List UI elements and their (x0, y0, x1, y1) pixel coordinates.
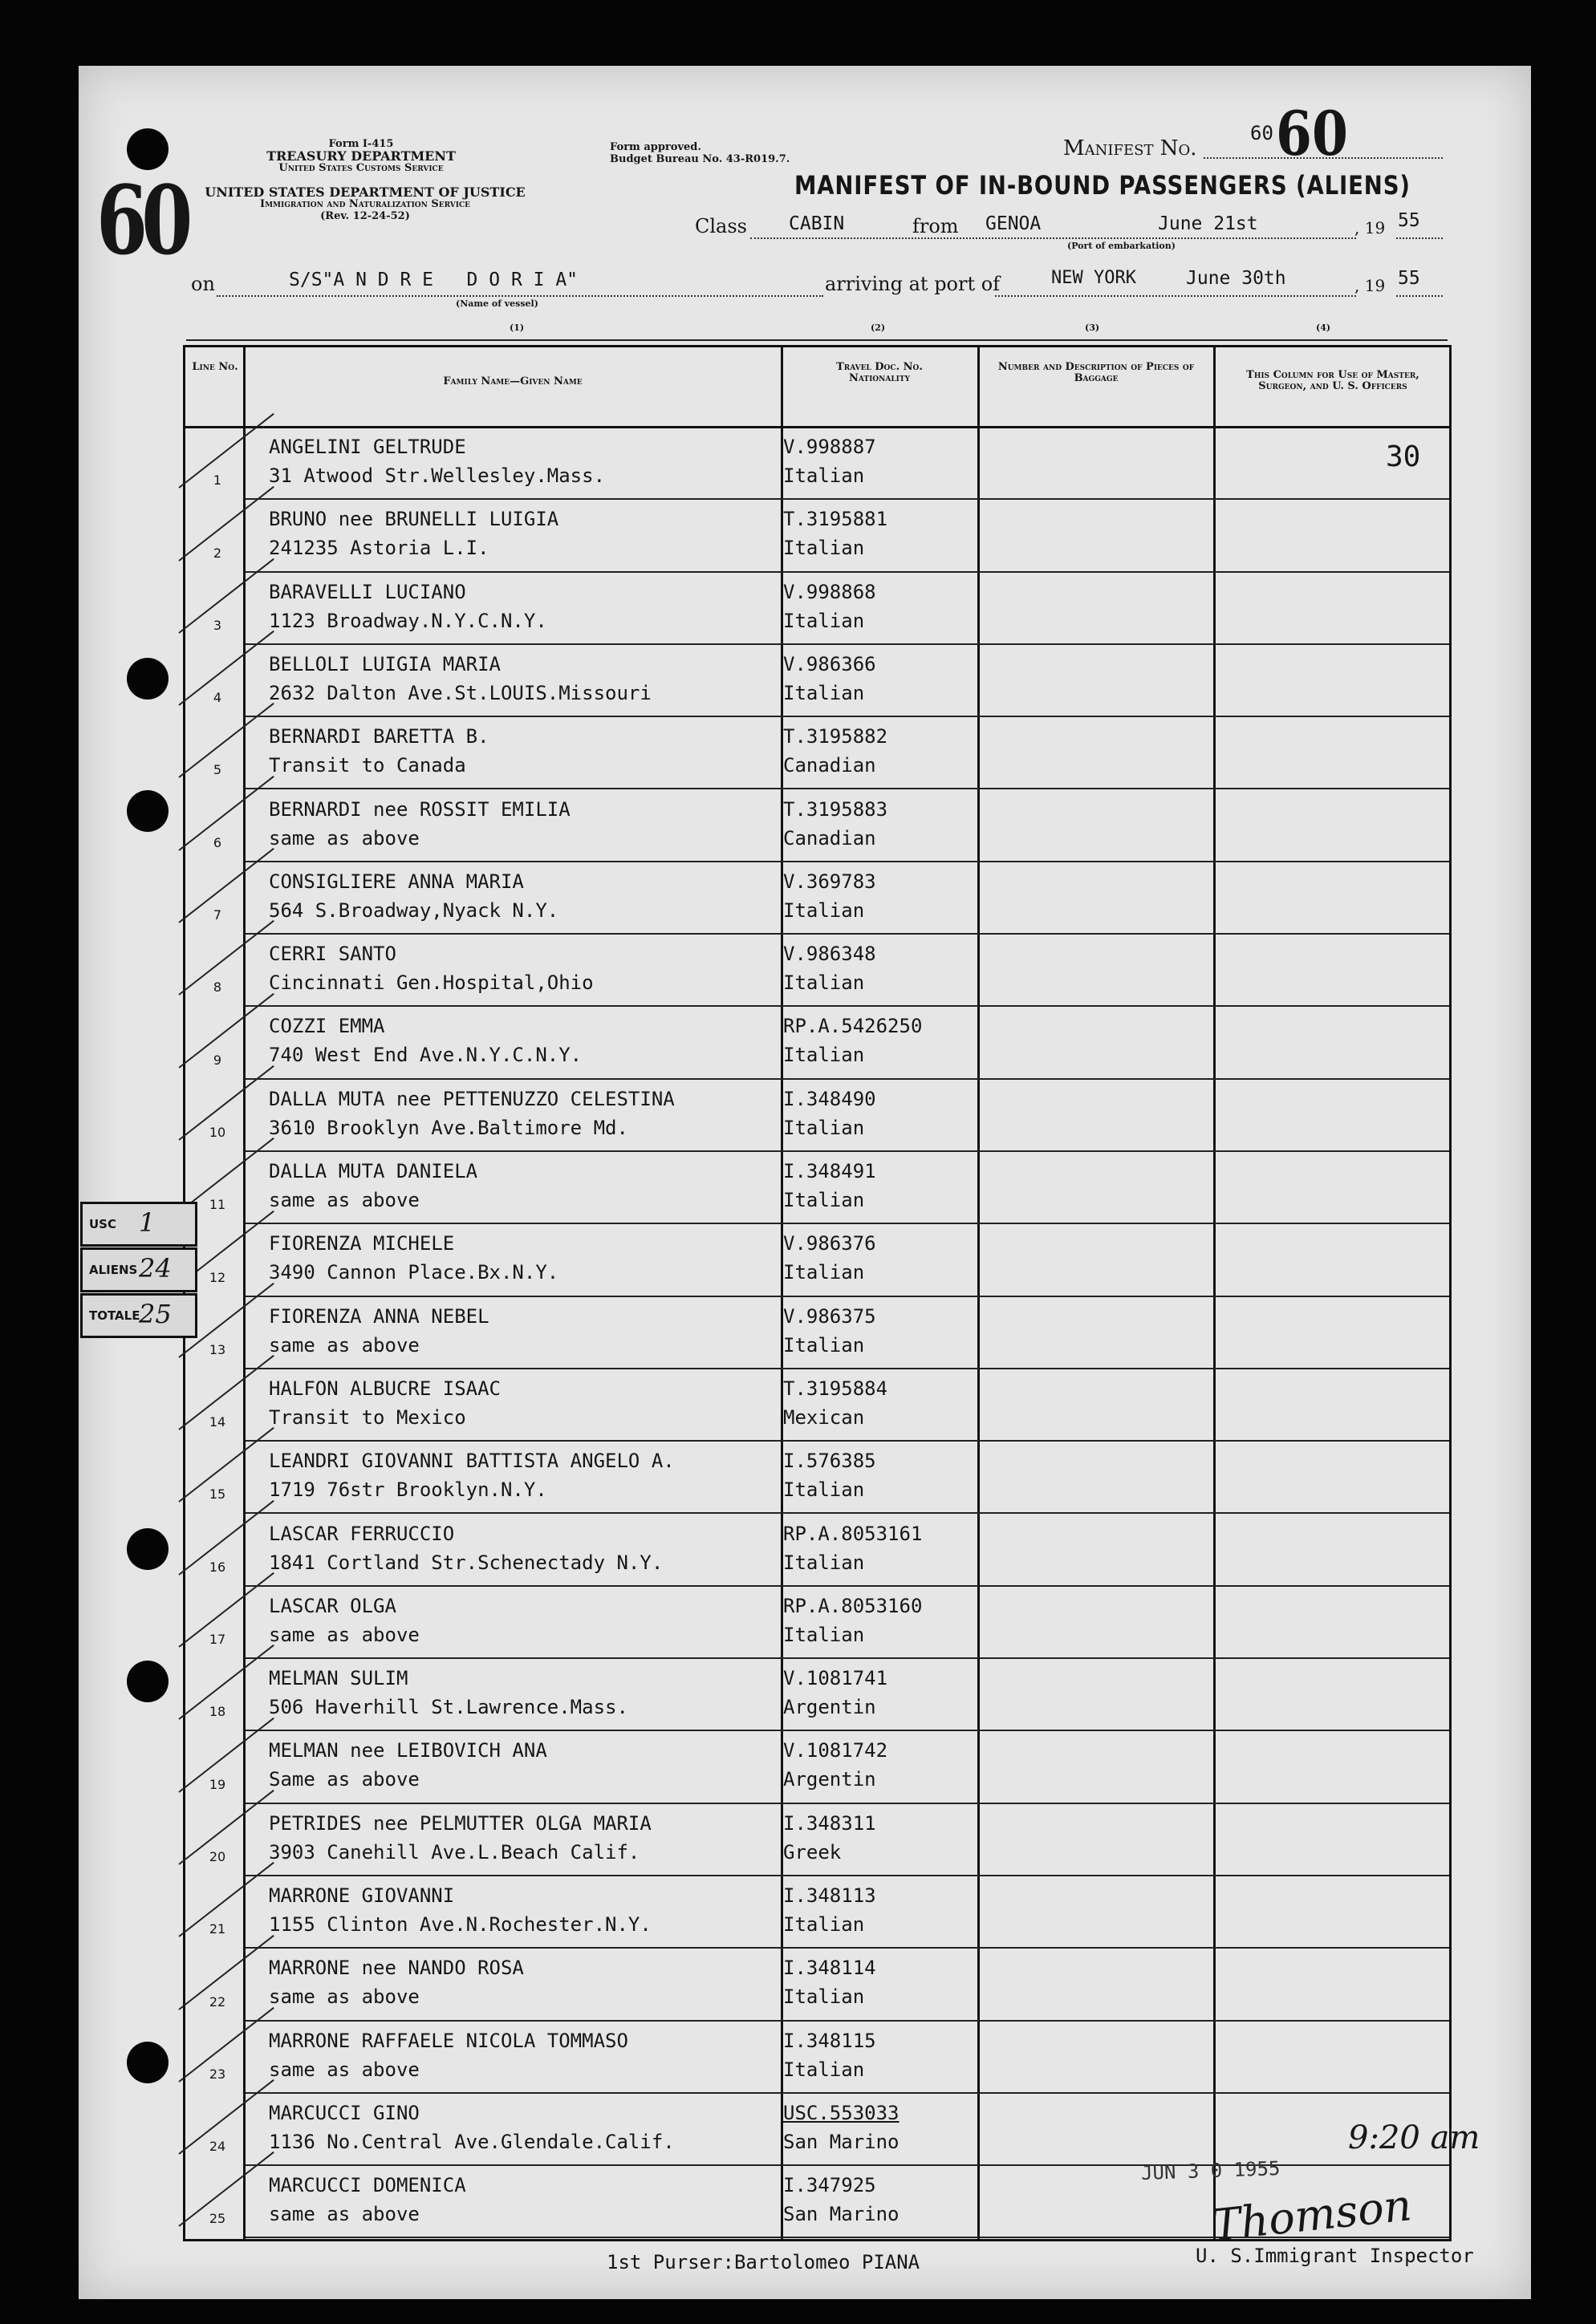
table-row (185, 1007, 1449, 1079)
tally-aliens (80, 1247, 197, 1292)
passenger-name: BARAVELLI LUCIANO (269, 580, 466, 603)
passenger-address: same as above (269, 2203, 420, 2226)
travel-doc-no: V.986366 (783, 652, 876, 675)
table-row (185, 1876, 1449, 1949)
travel-doc-no: I.348113 (783, 1884, 876, 1907)
budget-info (610, 141, 790, 165)
travel-doc-no: I.348311 (783, 1811, 876, 1835)
passenger-address: same as above (269, 1985, 420, 2009)
tally-aliens-value: 24 (139, 1253, 172, 1284)
col-number-3: (3) (1085, 322, 1100, 333)
table-row (185, 1080, 1449, 1152)
departure-date: June 21st (1158, 213, 1258, 234)
travel-doc-no: I.347925 (783, 2174, 876, 2197)
passenger-address: 3610 Brooklyn Ave.Baltimore Md. (269, 1116, 628, 1139)
line-number: 4 (213, 690, 222, 706)
table-row (185, 645, 1449, 717)
table-row (185, 1152, 1449, 1224)
passenger-address: 1123 Broadway.N.Y.C.N.Y. (269, 609, 547, 632)
class-label: Class (695, 215, 747, 237)
revision: (Rev. 12-24-52) (320, 210, 410, 222)
year-line-2 (1396, 295, 1443, 297)
tally-total-label: TOTALE (89, 1308, 140, 1323)
doj-name: UNITED STATES DEPARTMENT OF JUSTICE (205, 185, 526, 200)
col-header-travel-doc: Travel Doc. No. Nationality (836, 361, 923, 384)
nationality: Italian (783, 537, 865, 560)
line-number: 8 (213, 979, 222, 996)
nationality: San Marino (783, 2203, 900, 2226)
line-number: 3 (213, 617, 222, 633)
nationality: San Marino (783, 2130, 900, 2153)
nationality: Italian (783, 1913, 865, 1936)
tally-usc-value: 1 (139, 1207, 156, 1238)
passenger-address: 506 Haverhill St.Lawrence.Mass. (269, 1696, 628, 1719)
travel-doc-no: V.998868 (783, 580, 876, 603)
nationality: Canadian (783, 754, 876, 777)
travel-doc-no: T.3195884 (783, 1377, 888, 1400)
table-row (185, 1804, 1449, 1876)
line-number: 5 (213, 762, 222, 778)
passenger-name: LASCAR OLGA (269, 1594, 396, 1617)
punch-hole (127, 658, 169, 700)
line-number: 12 (209, 1269, 226, 1285)
form-approved: Form approved. (610, 141, 701, 153)
doj-info (181, 186, 550, 222)
customs-service: United States Customs Service (278, 162, 444, 174)
time-note: 9:20 am (1348, 2119, 1480, 2156)
nationality: Italian (783, 1044, 865, 1067)
nationality: Argentin (783, 1768, 876, 1791)
passenger-name: MELMAN nee LEIBOVICH ANA (269, 1739, 547, 1762)
passenger-name: LEANDRI GIOVANNI BATTISTA ANGELO A. (269, 1450, 675, 1473)
passenger-address: 2632 Dalton Ave.St.LOUIS.Missouri (269, 681, 652, 704)
arriving-label: arriving at port of (825, 273, 1001, 295)
line-number: 19 (209, 1776, 226, 1792)
table-row (185, 1731, 1449, 1803)
passenger-name: DALLA MUTA nee PETTENUZZO CELESTINA (269, 1087, 675, 1110)
nationality: Italian (783, 1189, 865, 1211)
passenger-address: 1155 Clinton Ave.N.Rochester.N.Y. (269, 1913, 652, 1936)
year-line-1 (1396, 237, 1443, 239)
passenger-name: DALLA MUTA DANIELA (269, 1160, 478, 1182)
col-number-1: (1) (510, 322, 525, 333)
punch-hole (127, 1528, 169, 1570)
arrival-year: 55 (1398, 268, 1420, 289)
passenger-name: HALFON ALBUCRE ISAAC (269, 1377, 501, 1400)
passenger-name: BRUNO nee BRUNELLI LUIGIA (269, 508, 559, 531)
passenger-address: 564 S.Broadway,Nyack N.Y. (269, 898, 559, 922)
table-row (185, 1224, 1449, 1296)
passenger-address: Transit to Mexico (269, 1405, 466, 1429)
table-row (185, 500, 1449, 572)
nationality: Italian (783, 898, 865, 922)
passenger-name: COZZI EMMA (269, 1015, 385, 1038)
travel-doc-no: V.1081741 (783, 1667, 888, 1690)
nationality: Mexican (783, 1405, 865, 1429)
arrival-date: June 30th (1186, 268, 1286, 289)
table-row (185, 1659, 1449, 1731)
table-row (185, 1442, 1449, 1514)
line-number: 14 (209, 1414, 226, 1430)
travel-doc-no: I.348490 (783, 1087, 876, 1110)
arrival-stamp: JUN 3 0 1955 (1140, 2156, 1281, 2185)
table-row (185, 790, 1449, 862)
stamp-number: 60 (96, 164, 187, 276)
travel-doc-no: V.1081742 (783, 1739, 888, 1762)
passenger-address: 1719 76str Brooklyn.N.Y. (269, 1478, 547, 1502)
top-rule (186, 339, 1448, 341)
passenger-address: same as above (269, 2058, 420, 2081)
passenger-address: 1136 No.Central Ave.Glendale.Calif. (269, 2130, 675, 2153)
line-number: 7 (213, 907, 222, 923)
table-row (185, 717, 1449, 789)
line-number: 24 (209, 2139, 226, 2155)
from-value: GENOA (985, 213, 1042, 234)
line-number: 11 (209, 1197, 226, 1213)
col-header-name: Family Name—Given Name (443, 375, 583, 387)
passenger-address: same as above (269, 1333, 420, 1357)
passenger-name: MARRONE GIOVANNI (269, 1884, 455, 1907)
manifest-no-big: 60 (1276, 98, 1348, 169)
year-prefix: , 19 (1354, 218, 1386, 237)
table-row (185, 1515, 1449, 1587)
table-row (185, 1369, 1449, 1442)
line-number: 15 (209, 1486, 226, 1503)
line-number: 25 (209, 2211, 226, 2227)
col-header-baggage: Number and Description of Pieces of Baggage (997, 361, 1195, 384)
line-number: 13 (209, 1341, 226, 1357)
table-row (185, 2022, 1449, 2094)
travel-doc-no: T.3195882 (783, 725, 888, 748)
passenger-address: 241235 Astoria L.I. (269, 537, 489, 560)
table-row (185, 573, 1449, 645)
travel-doc-no: USC.553033 (783, 2101, 900, 2124)
passenger-address: same as above (269, 1623, 420, 1646)
form-info (241, 138, 481, 174)
punch-hole (127, 1661, 169, 1702)
inspector-signature: Thomson (1209, 2180, 1415, 2251)
nationality: Italian (783, 681, 865, 704)
travel-doc-no: RP.A.8053160 (783, 1594, 923, 1617)
travel-doc-no: RP.A.5426250 (783, 1015, 923, 1038)
vessel-note: (Name of vessel) (456, 298, 538, 309)
line-number: 17 (209, 1632, 226, 1648)
nationality: Italian (783, 1116, 865, 1139)
form-number: Form I-415 (328, 138, 394, 150)
nationality: Italian (783, 1551, 865, 1574)
table-row (185, 862, 1449, 935)
passenger-address: Same as above (269, 1768, 420, 1791)
travel-doc-no: V.369783 (783, 870, 876, 893)
nationality: Canadian (783, 826, 876, 850)
manifest-title: MANIFEST OF IN-BOUND PASSENGERS (ALIENS) (794, 170, 1411, 201)
travel-doc-no: V.986375 (783, 1304, 876, 1328)
passenger-address: 740 West End Ave.N.Y.C.N.Y. (269, 1044, 583, 1067)
nationality: Italian (783, 1623, 865, 1646)
line-number: 6 (213, 834, 222, 850)
from-label: from (912, 215, 959, 237)
col-number-4: (4) (1316, 322, 1331, 333)
col-header-line-no: Line No. (192, 361, 238, 373)
table-row (185, 428, 1449, 500)
passenger-address: Cincinnati Gen.Hospital,Ohio (269, 971, 594, 995)
vessel-line (217, 295, 823, 297)
passenger-name: BERNARDI BARETTA B. (269, 725, 489, 748)
travel-doc-no: V.986348 (783, 943, 876, 966)
tally-usc (80, 1202, 197, 1247)
passenger-address: Transit to Canada (269, 754, 466, 777)
nationality: Italian (783, 2058, 865, 2081)
manifest-no-small: 60 (1250, 122, 1273, 144)
voyage-line-1 (750, 237, 1356, 239)
line-number: 2 (213, 545, 222, 561)
travel-doc-no: RP.A.8053161 (783, 1522, 923, 1545)
nationality: Argentin (783, 1696, 876, 1719)
passenger-name: LASCAR FERRUCCIO (269, 1522, 455, 1545)
port-value: NEW YORK (1051, 268, 1136, 288)
passenger-address: 31 Atwood Str.Wellesley.Mass. (269, 464, 606, 487)
tally-usc-label: USC (89, 1217, 116, 1231)
nationality: Italian (783, 1478, 865, 1502)
travel-doc-no: T.3195881 (783, 508, 888, 531)
tally-aliens-label: ALIENS (89, 1263, 138, 1277)
travel-doc-no: T.3195883 (783, 797, 888, 821)
passenger-address: 3903 Canehill Ave.L.Beach Calif. (269, 1840, 640, 1864)
line-number: 23 (209, 2066, 226, 2082)
class-value: CABIN (789, 213, 845, 234)
table-row (185, 1587, 1449, 1659)
vessel-name: S/S"A N D R E D O R I A" (289, 270, 579, 290)
nationality: Italian (783, 1985, 865, 2009)
passenger-address: same as above (269, 826, 420, 850)
passenger-name: MARCUCCI DOMENICA (269, 2174, 466, 2197)
passenger-name: CONSIGLIERE ANNA MARIA (269, 870, 524, 893)
passenger-name: FIORENZA ANNA NEBEL (269, 1304, 489, 1328)
passenger-name: MARRONE nee NANDO ROSA (269, 1957, 524, 1980)
travel-doc-no: I.348491 (783, 1160, 876, 1182)
port-line (995, 295, 1356, 297)
passenger-address: 1841 Cortland Str.Schenectady N.Y. (269, 1551, 664, 1574)
budget-bureau: Budget Bureau No. 43-R019.7. (610, 153, 790, 165)
passenger-name: ANGELINI GELTRUDE (269, 436, 466, 458)
treasury-dept: TREASURY DEPARTMENT (266, 148, 456, 164)
travel-doc-no: V.998887 (783, 436, 876, 458)
inspector-title: U. S.Immigrant Inspector (1196, 2245, 1474, 2267)
line-number: 10 (209, 1124, 226, 1140)
passenger-name: BERNARDI nee ROSSIT EMILIA (269, 797, 571, 821)
passenger-name: FIORENZA MICHELE (269, 1232, 455, 1255)
travel-doc-no: I.348114 (783, 1957, 876, 1980)
nationality: Italian (783, 1261, 865, 1284)
passenger-address: same as above (269, 1189, 420, 1211)
travel-doc-no: I.576385 (783, 1450, 876, 1473)
tally-total-value: 25 (139, 1299, 172, 1329)
passenger-name: MARRONE RAFFAELE NICOLA TOMMASO (269, 2029, 628, 2052)
line-number: 21 (209, 1921, 226, 1937)
travel-doc-no: V.986376 (783, 1232, 876, 1255)
col-header-officers: This Column for Use of Master, Surgeon, and U. S. Officers (1246, 369, 1419, 392)
punch-hole (127, 790, 169, 832)
line-number: 9 (213, 1052, 222, 1068)
line-number: 22 (209, 1993, 226, 2010)
passenger-name: CERRI SANTO (269, 943, 396, 966)
travel-doc-no: I.348115 (783, 2029, 876, 2052)
table-row (185, 935, 1449, 1007)
port-note: (Port of embarkation) (1067, 241, 1176, 251)
nationality: Greek (783, 1840, 842, 1864)
punch-hole (127, 2042, 169, 2083)
nationality: Italian (783, 609, 865, 632)
nationality: Italian (783, 464, 865, 487)
passenger-address: 3490 Cannon Place.Bx.N.Y. (269, 1261, 559, 1284)
line-number: 16 (209, 1559, 226, 1575)
passenger-name: MELMAN SULIM (269, 1667, 408, 1690)
officer-note: 30 (1386, 440, 1421, 473)
departure-year: 55 (1398, 210, 1420, 231)
table-row (185, 2094, 1449, 2166)
on-label: on (191, 273, 215, 295)
passenger-table (183, 345, 1452, 2241)
arrival-year-prefix: , 19 (1354, 276, 1386, 295)
col-number-2: (2) (871, 322, 886, 333)
purser-name: 1st Purser:Bartolomeo PIANA (607, 2251, 920, 2273)
ins-name: Immigration and Naturalization Service (259, 198, 470, 210)
passenger-name: PETRIDES nee PELMUTTER OLGA MARIA (269, 1811, 652, 1835)
nationality: Italian (783, 1333, 865, 1357)
line-number: 18 (209, 1704, 226, 1720)
tally-total (80, 1293, 197, 1338)
line-number: 20 (209, 1848, 226, 1864)
line-number: 1 (213, 473, 222, 489)
table-row (185, 1949, 1449, 2021)
passenger-name: MARCUCCI GINO (269, 2101, 420, 2124)
table-row (185, 1297, 1449, 1369)
passenger-name: BELLOLI LUIGIA MARIA (269, 652, 501, 675)
manifest-no-label: Manifest No. (1063, 136, 1197, 160)
nationality: Italian (783, 971, 865, 995)
